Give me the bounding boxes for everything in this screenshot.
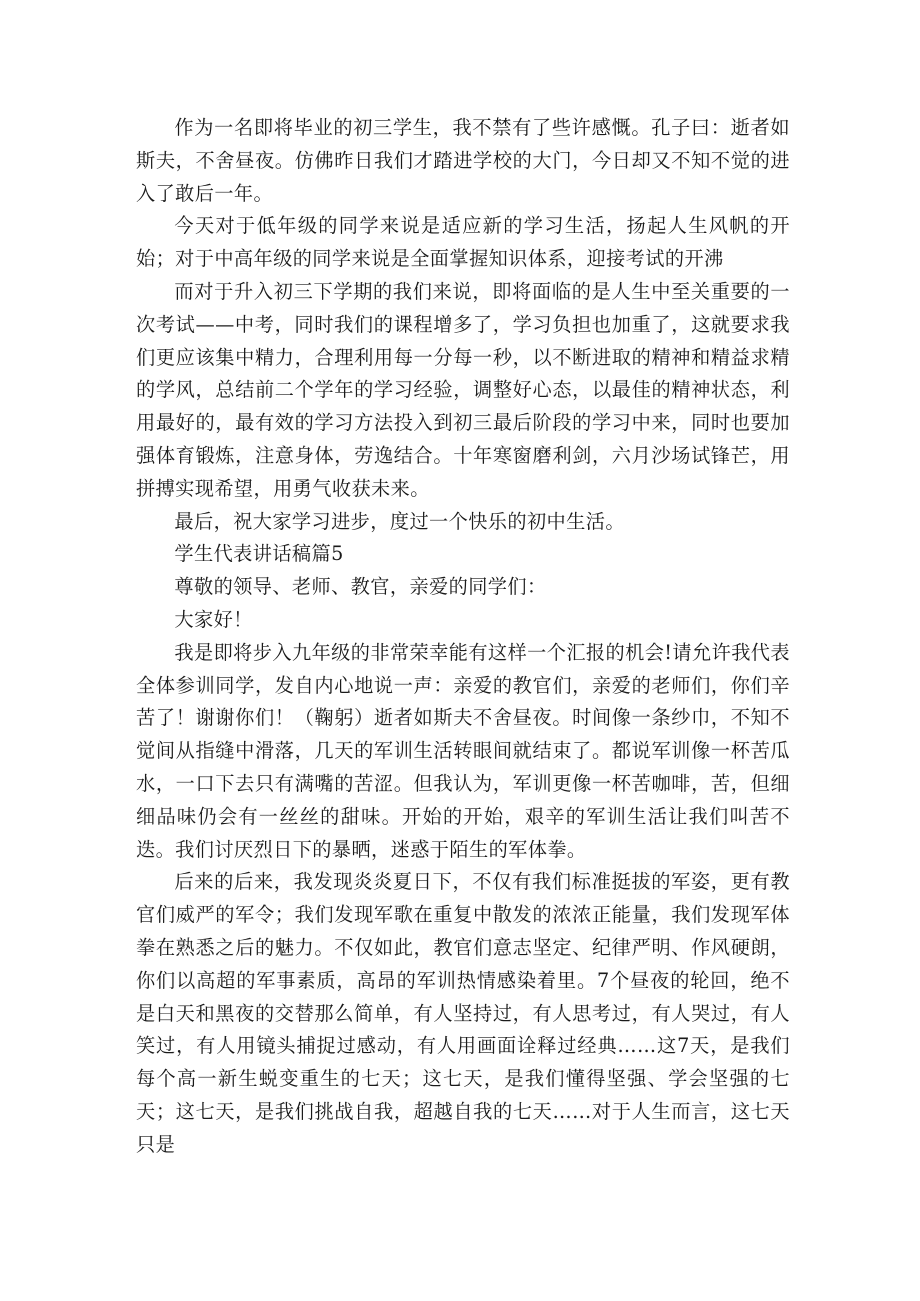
document-body <box>136 112 790 1162</box>
paragraph: 我是即将步入九年级的非常荣幸能有这样一个汇报的机会!请允许我代表全体参训同学，发自内心地说一声：亲爱的教官们，亲爱的老师们，你们辛苦了！谢谢你们！（鞠躬）逝者如斯夫不舍昼夜。时间像一条纱巾，不知不觉间从指缝中滑落，几天的军训生活转眼间就结束了。都说军训像一杯苦瓜水，一口下去只有满嘴的苦涩。但我认为，军训更像一杯苦咖啡，苦，但细细品味仍会有一丝丝的甜味。开始的开始，艰辛的军训生活让我们叫苦不迭。我们讨厌烈日下的暴晒，迷惑于陌生的军体拳。 <box>136 640 790 861</box>
paragraph: 而对于升入初三下学期的我们来说，即将面临的是人生中至关重要的一次考试——中考，同时我们的课程增多了，学习负担也加重了，这就要求我们更应该集中精力，合理利用每一分每一秒，以不断进取的精神和精益求精的学风，总结前二个学年的学习经验，调整好心态，以最佳的精神状态，利用最好的，最有效的学习方法投入到初三最后阶段的学习中来，同时也要加强体育锻炼，注意身体，劳逸结合。十年寒窗磨利剑，六月沙场试锋芒，用拼搏实现希望，用勇气收获未来。 <box>136 279 790 500</box>
greeting: 大家好！ <box>174 607 253 631</box>
salutation: 尊敬的领导、老师、教官，亲爱的同学们： <box>174 575 547 599</box>
paragraph: 最后，祝大家学习进步，度过一个快乐的初中生活。 <box>174 509 625 533</box>
paragraph: 作为一名即将毕业的初三学生，我不禁有了些许感慨。孔子曰：逝者如斯夫，不舍昼夜。仿佛昨日我们才踏进学校的大门，今日却又不知不觉的进入了敢后一年。 <box>136 116 790 205</box>
paragraph: 后来的后来，我发现炎炎夏日下，不仅有我们标准挺拔的军姿，更有教官们威严的军令；我们发现军歌在重复中散发的浓浓正能量，我们发现军体拳在熟悉之后的魅力。不仅如此，教官们意志坚定、纪律严明、作风硬朗，你们以高超的军事素质，高昂的军训热情感染着里。7个昼夜的轮回，绝不是白天和黑夜的交替那么简单，有人坚持过，有人思考过，有人哭过，有人笑过，有人用镜头捕捉过感动，有人用画面诠释过经典……这7天，是我们每个高一新生蜕变重生的七天；这七天，是我们懂得坚强、学会坚强的七天；这七天，是我们挑战自我，超越自我的七天……对于人生而言，这七天只是 <box>136 870 790 1156</box>
paragraph: 今天对于低年级的同学来说是适应新的学习生活，扬起人生风帆的开始；对于中高年级的同学来说是全面掌握知识体系，迎接考试的开沸 <box>136 214 790 271</box>
section-heading: 学生代表讲话稿篇5 <box>174 542 344 566</box>
